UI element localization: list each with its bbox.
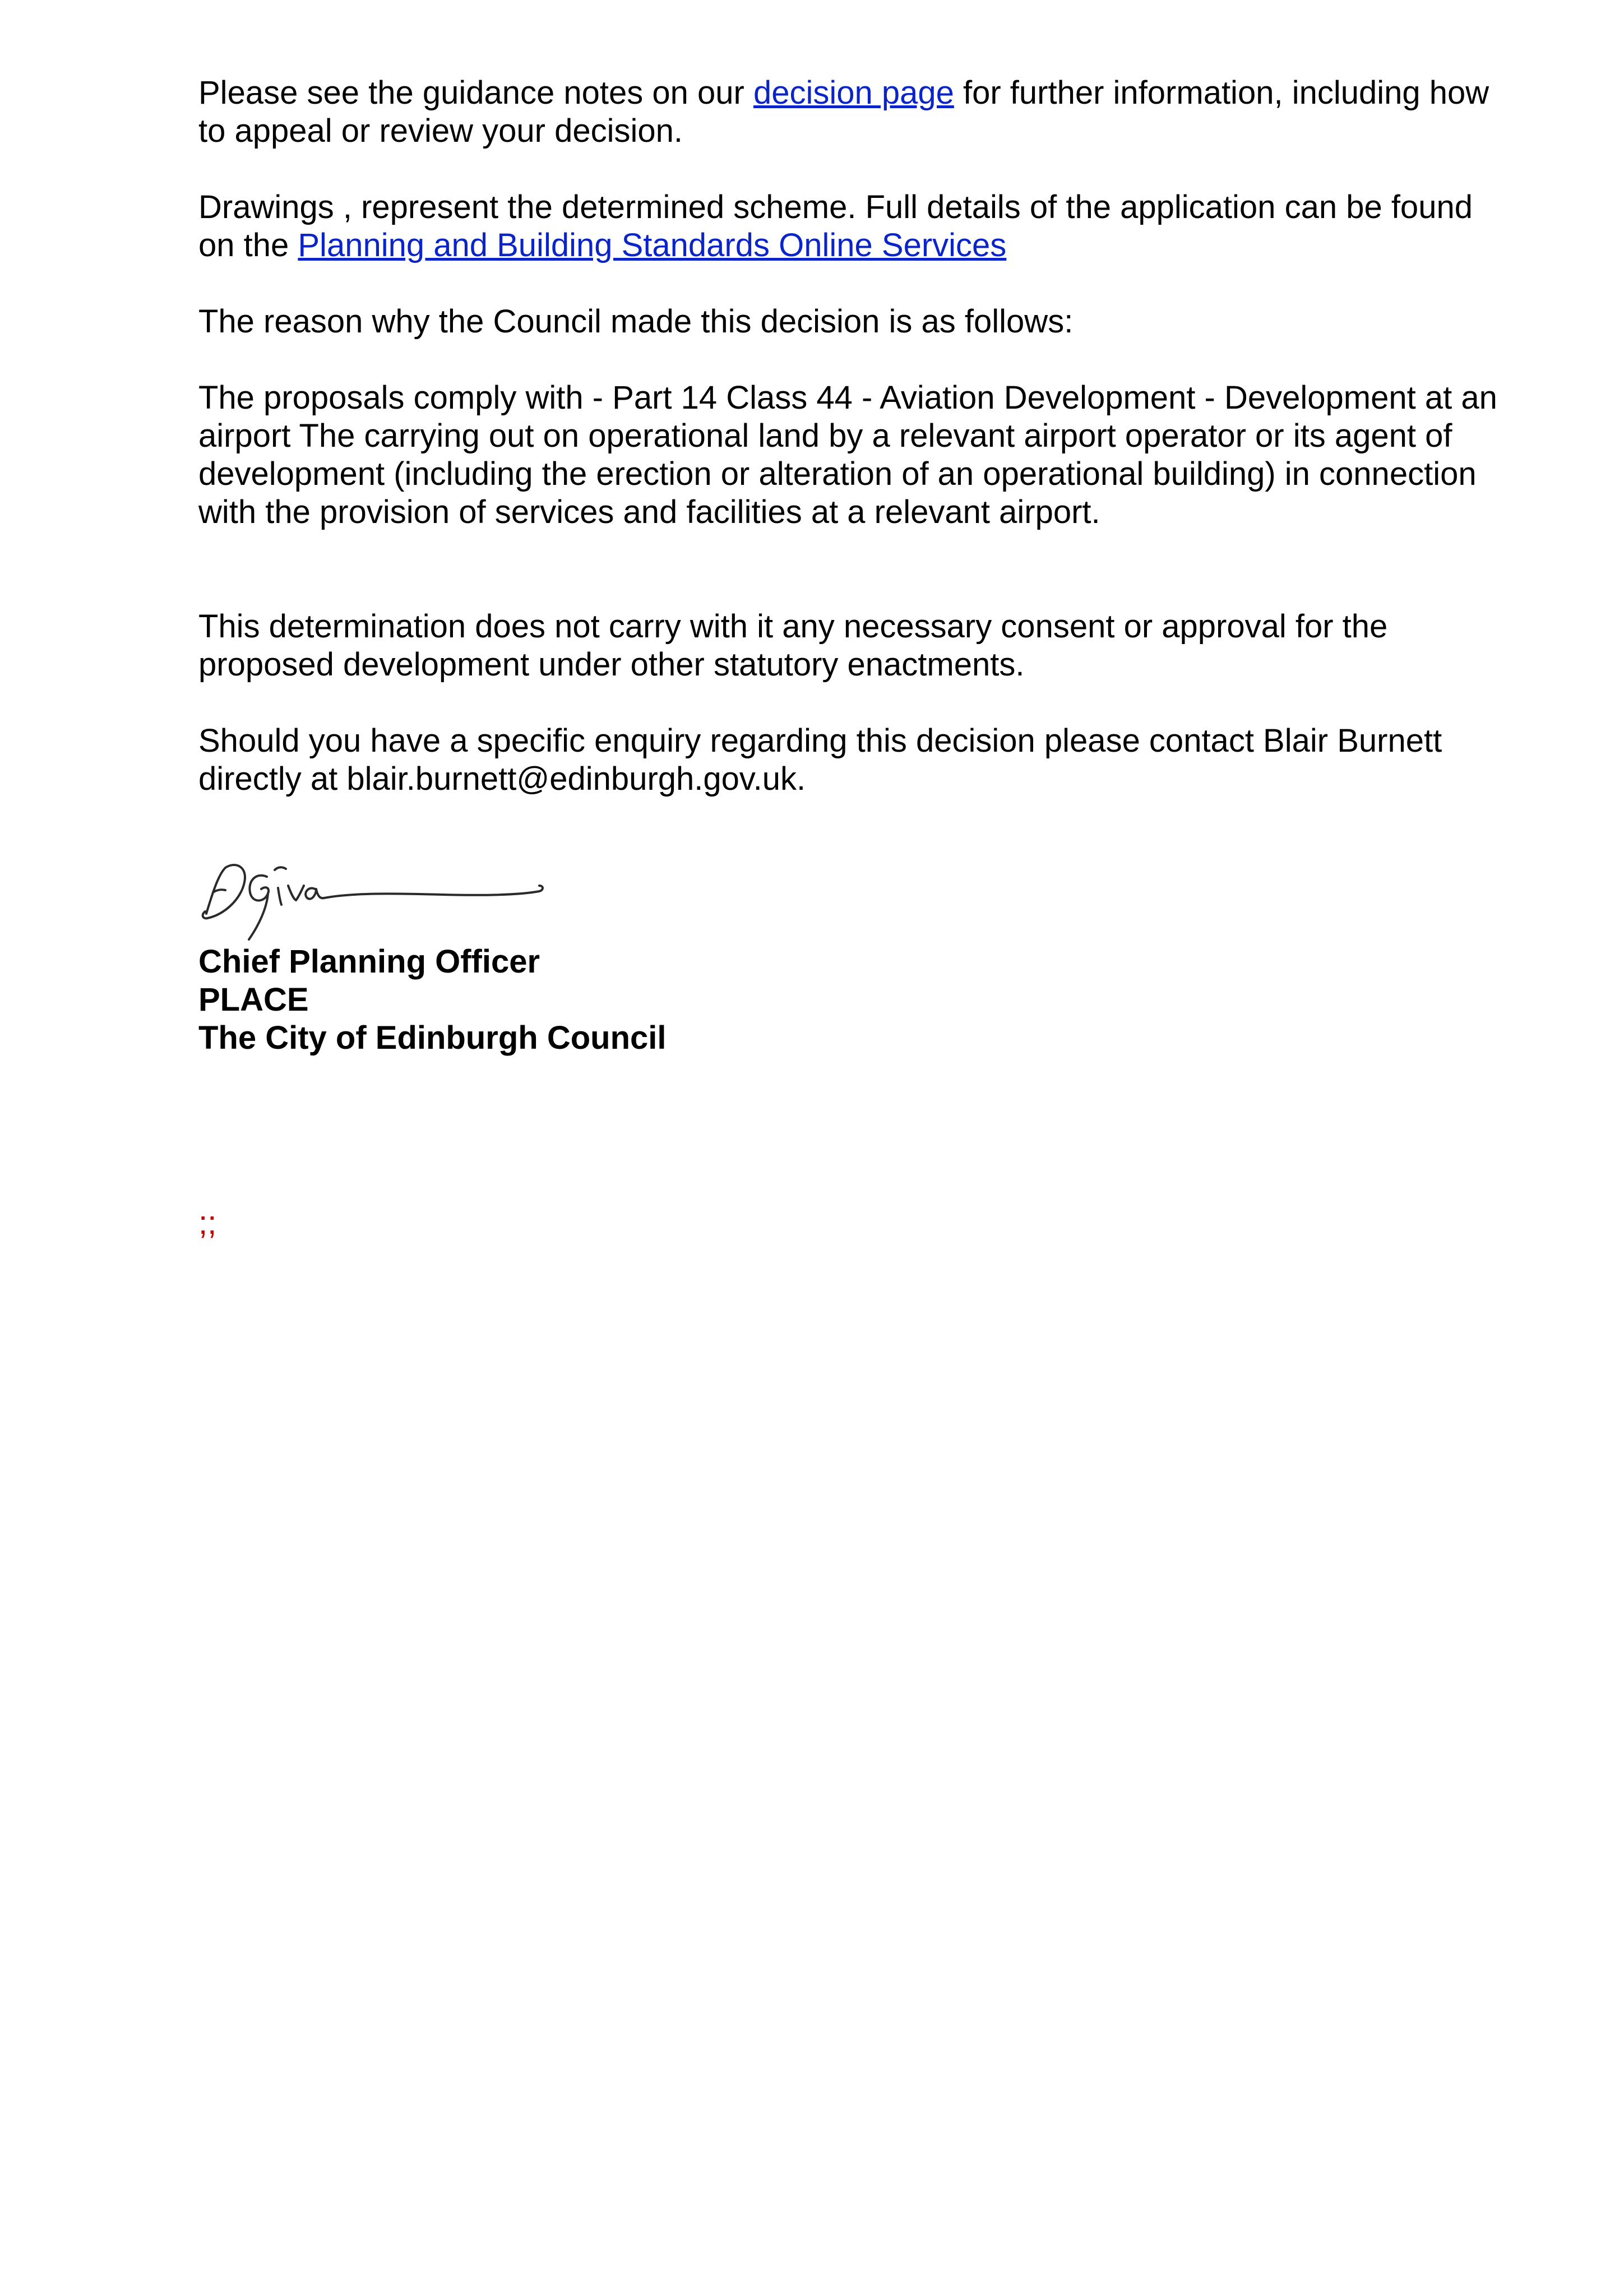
signatory-department: PLACE: [198, 982, 309, 1018]
letter-body: [198, 74, 1505, 836]
signatory-title: Chief Planning Officer: [198, 943, 540, 980]
signatory-block: [198, 943, 667, 1057]
decision-page-link[interactable]: decision page: [753, 75, 954, 111]
handwritten-signature: [196, 841, 555, 947]
guidance-text-before: Please see the guidance notes on our: [198, 75, 753, 111]
trailing-marks: ;;: [198, 1205, 217, 1241]
drawings-paragraph: [198, 188, 1505, 265]
guidance-text-after: for further information, including how to appeal or review your decision.: [198, 75, 1489, 149]
online-services-link[interactable]: Planning and Building Standards Online Services: [298, 227, 1007, 263]
determination-paragraph: This determination does not carry with it any necessary consent or approval for the proposed development under other statutory enactments.: [198, 608, 1388, 683]
signatory-organisation: The City of Edinburgh Council: [198, 1020, 667, 1056]
reason-intro: The reason why the Council made this decision is as follows:: [198, 303, 1074, 340]
guidance-paragraph: [198, 74, 1505, 150]
enquiry-paragraph: Should you have a specific enquiry regarding this decision please contact Blair Burnett directly at blair.burnett@edinburgh.gov.uk.: [198, 723, 1442, 797]
reason-paragraph: The proposals comply with - Part 14 Class 44 - Aviation Development - Development at an airport The carrying out on operational land by a relevant airport operator or its agent of development (including the erection or alteration of an operational building) in connection with the provision of services and facilities at a relevant airport.: [198, 379, 1497, 530]
drawings-text: Drawings , represent the determined scheme. Full details of the application can be found on the: [198, 189, 1473, 263]
